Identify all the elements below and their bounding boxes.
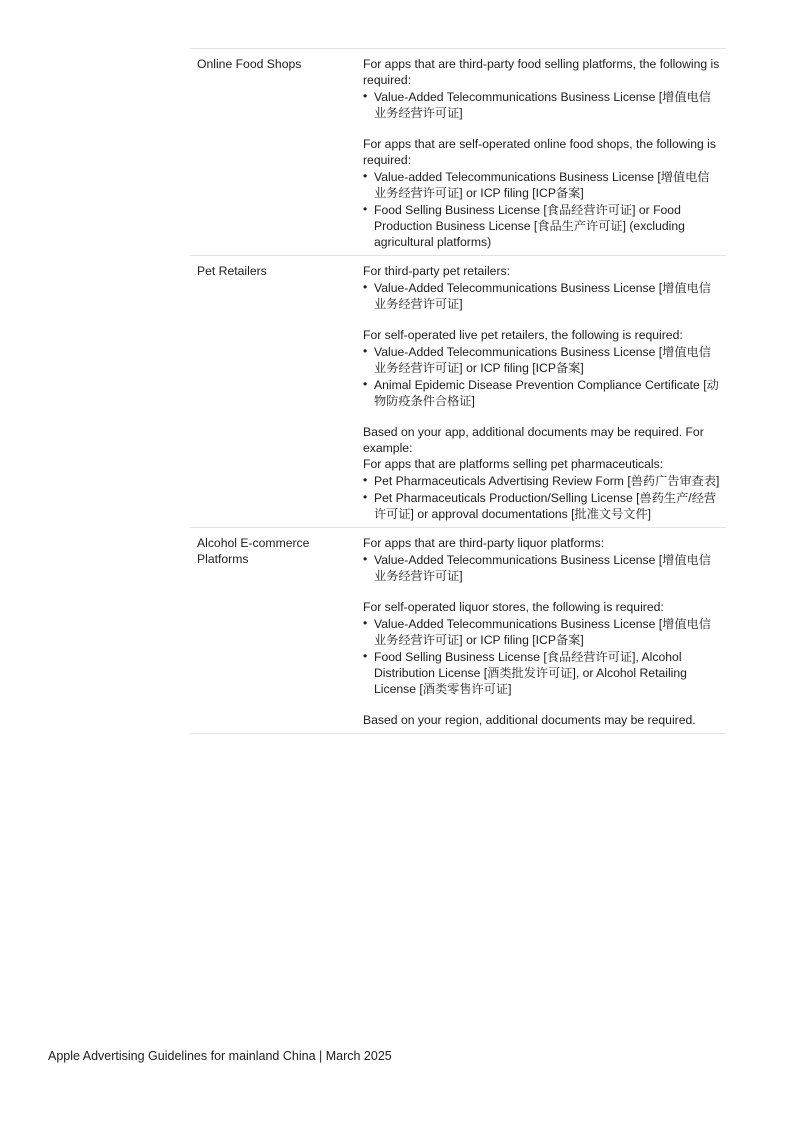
requirement-group xyxy=(363,56,720,121)
category-cell: Alcohol E-commerce Platforms xyxy=(197,536,310,566)
list-item: • Food Selling Business License [食品经营许可证], Alcohol Distribution License [酒类批发许可证], or Alcohol Retailing License [酒类零售许可证] xyxy=(363,649,720,697)
category-cell: Pet Retailers xyxy=(197,264,267,278)
table-row xyxy=(190,528,726,734)
requirement-group xyxy=(363,424,720,522)
table-row xyxy=(190,49,726,256)
requirement-group xyxy=(363,535,720,584)
requirement-group xyxy=(363,712,720,728)
list-item: • Pet Pharmaceuticals Advertising Review Form [兽药广告审查表] xyxy=(363,473,720,489)
table-body xyxy=(190,49,726,734)
category-cell: Online Food Shops xyxy=(197,57,302,71)
requirement-group xyxy=(363,136,720,250)
requirement-group xyxy=(363,599,720,697)
requirement-list xyxy=(363,280,720,312)
list-item: • Value-added Telecommunications Business License [增值电信业务经营许可证] or ICP filing [ICP备案] xyxy=(363,169,720,201)
list-item: • Value-Added Telecommunications Business License [增值电信业务经营许可证] xyxy=(363,280,720,312)
requirement-intro: For apps that are third-party food selling platforms, the following is required: xyxy=(363,57,720,87)
requirement-intro: For apps that are platforms selling pet pharmaceuticals: xyxy=(363,457,664,471)
list-item: • Pet Pharmaceuticals Production/Selling License [兽药生产/经营许可证] or approval documentations [批准文号文件] xyxy=(363,490,720,522)
list-item: • Value-Added Telecommunications Business License [增值电信业务经营许可证] or ICP filing [ICP备案] xyxy=(363,344,720,376)
list-item: • Value-Added Telecommunications Business License [增值电信业务经营许可证] xyxy=(363,89,720,121)
requirement-list xyxy=(363,473,720,522)
requirement-list xyxy=(363,89,720,121)
requirement-intro: For third-party pet retailers: xyxy=(363,264,510,278)
requirement-intro: For apps that are self-operated online food shops, the following is required: xyxy=(363,137,716,167)
page-footer: Apple Advertising Guidelines for mainland China | March 2025 xyxy=(48,1049,392,1063)
requirement-group xyxy=(363,327,720,409)
table-row xyxy=(190,256,726,528)
list-item: • Animal Epidemic Disease Prevention Compliance Certificate [动物防疫条件合格证] xyxy=(363,377,720,409)
requirements-cell xyxy=(363,263,726,522)
list-item: • Value-Added Telecommunications Business License [增值电信业务经营许可证] xyxy=(363,552,720,584)
requirements-cell xyxy=(363,535,726,728)
requirement-list xyxy=(363,616,720,697)
list-item: • Value-Added Telecommunications Business License [增值电信业务经营许可证] or ICP filing [ICP备案] xyxy=(363,616,720,648)
requirement-intro: Based on your app, additional documents may be required. For example: xyxy=(363,425,704,455)
requirement-list xyxy=(363,344,720,409)
requirement-intro: For apps that are third-party liquor platforms: xyxy=(363,536,605,550)
requirement-list xyxy=(363,552,720,584)
requirement-list xyxy=(363,169,720,250)
requirement-intro: For self-operated liquor stores, the following is required: xyxy=(363,600,664,614)
requirement-intro: For self-operated live pet retailers, the following is required: xyxy=(363,328,683,342)
list-item: • Food Selling Business License [食品经营许可证] or Food Production Business License [食品生产许可证] (excluding agricultural platforms) xyxy=(363,202,720,250)
requirements-cell xyxy=(363,56,726,250)
requirement-intro: Based on your region, additional documents may be required. xyxy=(363,713,696,727)
requirements-table xyxy=(190,48,726,734)
requirement-group xyxy=(363,263,720,312)
